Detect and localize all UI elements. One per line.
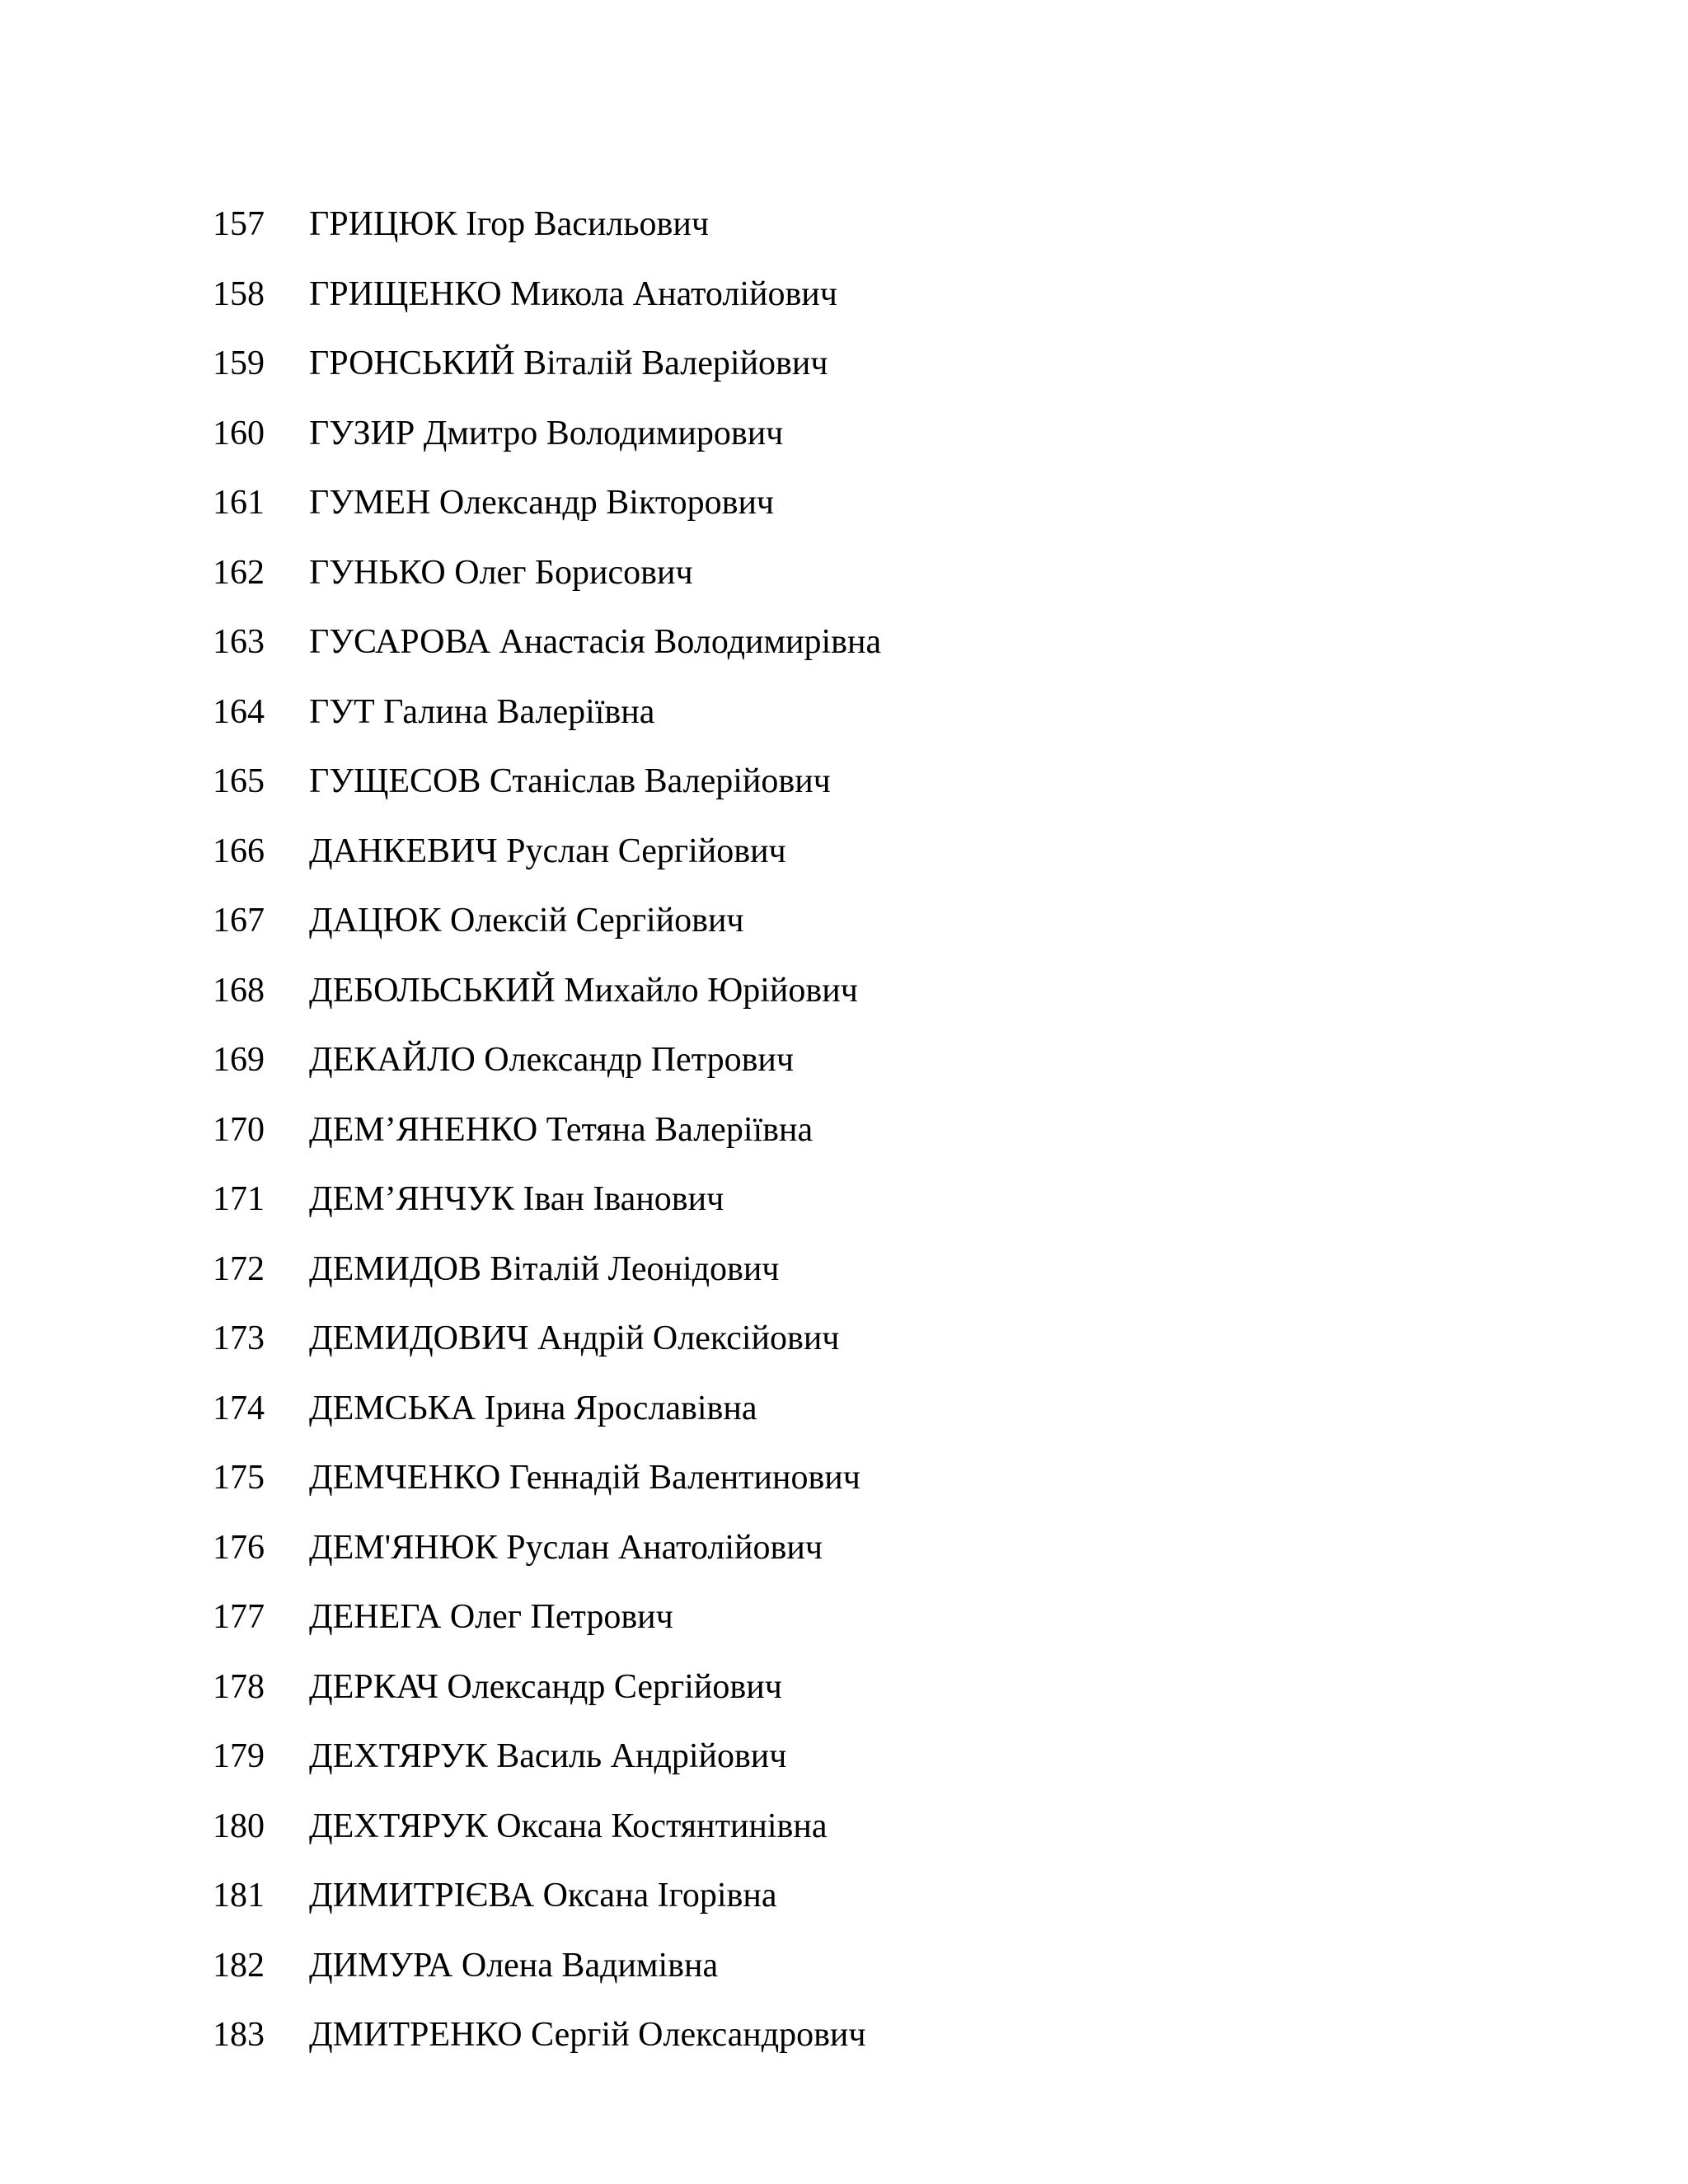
list-item — [213, 1931, 881, 2001]
list-item — [213, 677, 881, 748]
list-item — [213, 329, 881, 399]
item-number: 178 — [213, 1667, 265, 1706]
item-name: ДЕКАЙЛО Олександр Петрович — [309, 1041, 794, 1080]
item-number: 183 — [213, 2016, 265, 2055]
item-number: 163 — [213, 623, 265, 662]
item-number: 160 — [213, 414, 265, 452]
list-item — [213, 1513, 881, 1583]
item-name: ДЕХТЯРУК Василь Андрійович — [309, 1737, 787, 1776]
item-name: ГРИЩЕНКО Микола Анатолійович — [309, 274, 837, 313]
item-number: 182 — [213, 1946, 265, 1985]
list-item — [213, 956, 881, 1026]
item-name: ДАНКЕВИЧ Руслан Сергійович — [309, 832, 786, 870]
list-item — [213, 1443, 881, 1513]
item-number: 171 — [213, 1180, 265, 1219]
item-number: 180 — [213, 1807, 265, 1845]
item-name: ГУЩЕСОВ Станіслав Валерійович — [309, 762, 831, 801]
item-name: ГУНЬКО Олег Борисович — [309, 553, 693, 592]
list-item — [213, 399, 881, 469]
item-name: ГУЗИР Дмитро Володимирович — [309, 414, 784, 452]
item-number: 179 — [213, 1737, 265, 1776]
list-item — [213, 1861, 881, 1931]
item-number: 164 — [213, 692, 265, 731]
item-name: ГУСАРОВА Анастасія Володимирівна — [309, 623, 882, 662]
list-item — [213, 2000, 881, 2070]
item-number: 167 — [213, 902, 265, 940]
item-number: 177 — [213, 1598, 265, 1637]
item-number: 173 — [213, 1319, 265, 1358]
list-item — [213, 1095, 881, 1165]
list-item — [213, 1582, 881, 1652]
item-name: ГРОНСЬКИЙ Віталій Валерійович — [309, 344, 828, 383]
list-item — [213, 1304, 881, 1374]
list-item — [213, 1792, 881, 1862]
item-number: 170 — [213, 1110, 265, 1149]
list-item — [213, 1374, 881, 1444]
item-number: 166 — [213, 832, 265, 870]
item-name: ДИМУРА Олена Вадимівна — [309, 1946, 719, 1985]
item-name: ДИМИТРІЄВА Оксана Ігорівна — [309, 1877, 777, 1915]
item-name: ГРИЦЮК Ігор Васильович — [309, 205, 709, 244]
item-name: ГУТ Галина Валеріївна — [309, 692, 655, 731]
list-item — [213, 1165, 881, 1235]
list-item — [213, 468, 881, 538]
item-name: ДЕМСЬКА Ірина Ярославівна — [309, 1389, 757, 1427]
list-item — [213, 817, 881, 887]
list-item — [213, 886, 881, 956]
item-name: ДАЦЮК Олексій Сергійович — [309, 902, 744, 940]
item-name: ДЕБОЛЬСЬКИЙ Михайло Юрійович — [309, 971, 858, 1010]
item-number: 168 — [213, 971, 265, 1010]
item-number: 172 — [213, 1249, 265, 1288]
item-number: 158 — [213, 274, 265, 313]
list-item — [213, 1235, 881, 1305]
item-number: 162 — [213, 553, 265, 592]
list-item — [213, 747, 881, 817]
list-item — [213, 1025, 881, 1095]
item-name: ГУМЕН Олександр Вікторович — [309, 484, 775, 523]
list-item — [213, 1722, 881, 1792]
item-number: 165 — [213, 762, 265, 801]
item-name: ДЕМ’ЯНЧУК Іван Іванович — [309, 1180, 724, 1219]
item-number: 159 — [213, 344, 265, 383]
item-name: ДЕМИДОВ Віталій Леонідович — [309, 1249, 780, 1288]
item-name: ДЕРКАЧ Олександр Сергійович — [309, 1667, 782, 1706]
item-name: ДЕМЧЕНКО Геннадій Валентинович — [309, 1459, 860, 1497]
list-item — [213, 260, 881, 330]
item-name: ДЕНЕГА Олег Петрович — [309, 1598, 673, 1637]
item-number: 175 — [213, 1459, 265, 1497]
item-name: ДЕМ’ЯНЕНКО Тетяна Валеріївна — [309, 1110, 814, 1149]
item-name: ДМИТРЕНКО Сергій Олександрович — [309, 2016, 866, 2055]
item-number: 161 — [213, 484, 265, 523]
name-list — [213, 190, 881, 2070]
item-number: 174 — [213, 1389, 265, 1427]
list-item — [213, 1652, 881, 1722]
list-item — [213, 607, 881, 677]
item-name: ДЕМ'ЯНЮК Руслан Анатолійович — [309, 1528, 823, 1567]
item-name: ДЕМИДОВИЧ Андрій Олексійович — [309, 1319, 840, 1358]
item-number: 157 — [213, 205, 265, 244]
item-number: 169 — [213, 1041, 265, 1080]
list-item — [213, 538, 881, 608]
item-name: ДЕХТЯРУК Оксана Костянтинівна — [309, 1807, 828, 1845]
item-number: 176 — [213, 1528, 265, 1567]
item-number: 181 — [213, 1877, 265, 1915]
list-item — [213, 190, 881, 260]
